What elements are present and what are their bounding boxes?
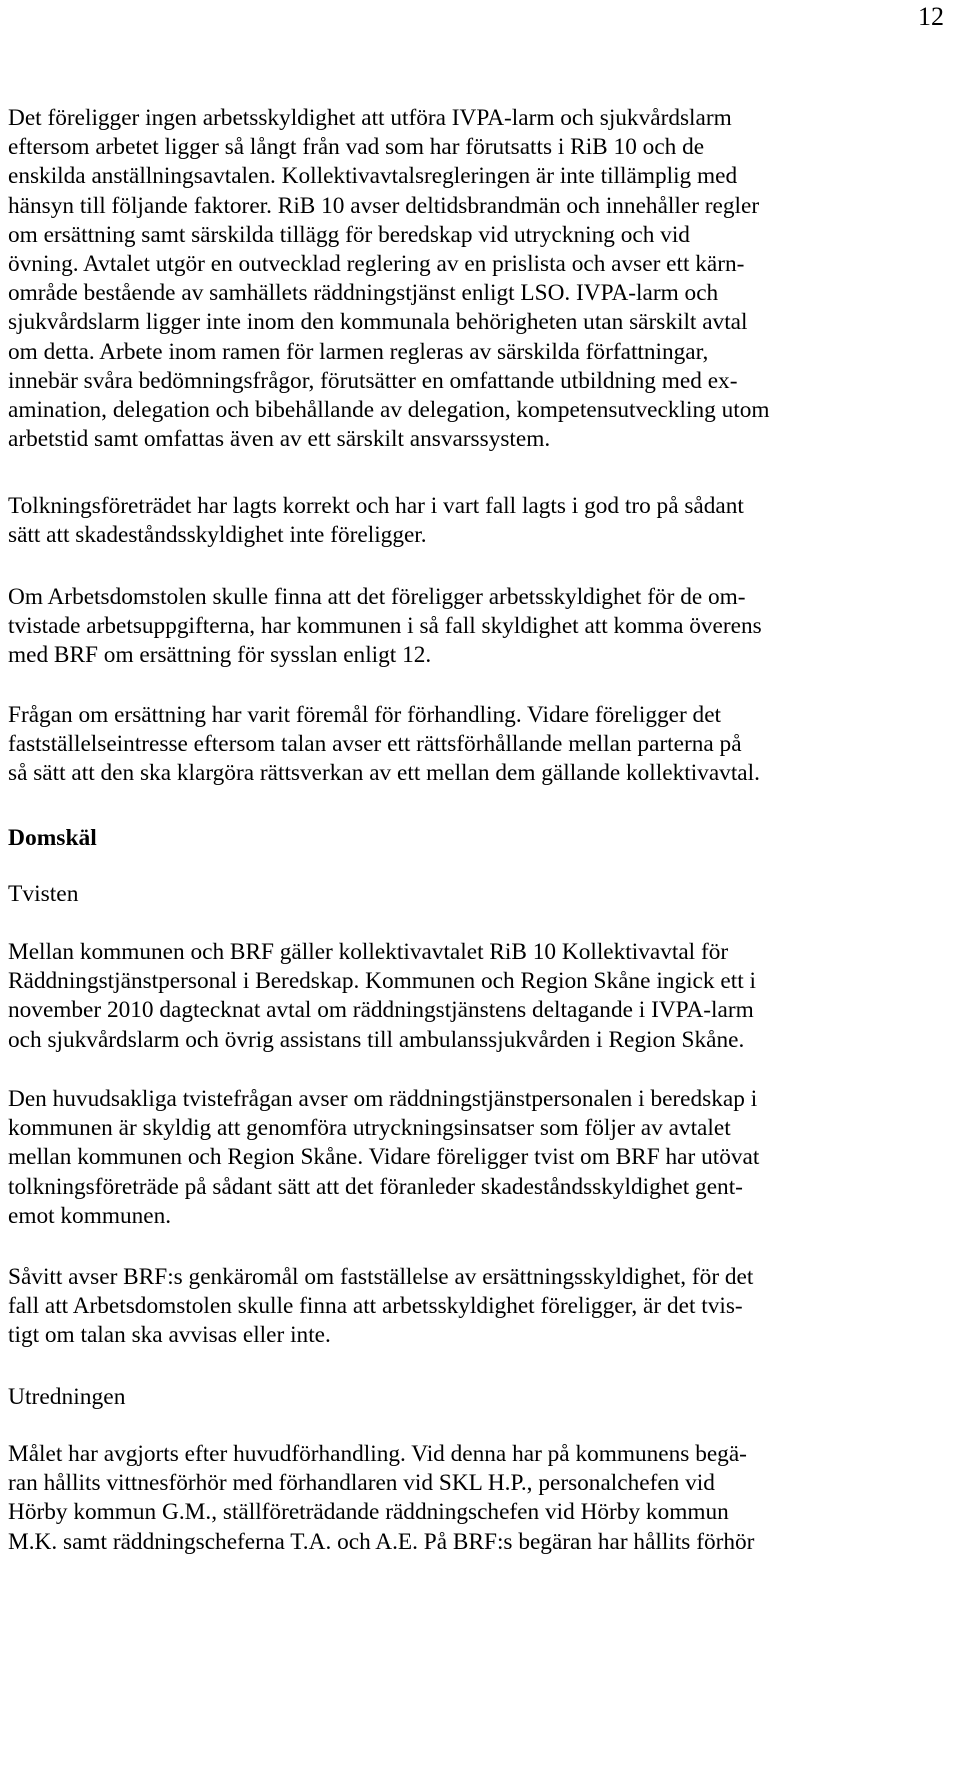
text-line: Det föreligger ingen arbetsskyldighet att utföra IVPA-larm och sjukvårdslarm bbox=[8, 105, 732, 131]
text-line: ran hållits vittnesförhör med förhandlaren vid SKL H.P., personalchefen vid bbox=[8, 1470, 715, 1497]
text-line: M.K. samt räddningscheferna T.A. och A.E. På BRF:s begäran har hållits förhör bbox=[8, 1528, 755, 1555]
text-line: fall att Arbetsdomstolen skulle finna att arbetsskyldighet föreligger, är det tvis- bbox=[8, 1293, 743, 1320]
text-line: Den huvudsakliga tvistefrågan avser om räddningstjänstpersonalen i beredskap i bbox=[8, 1086, 758, 1112]
paragraph-forhandling bbox=[8, 701, 943, 789]
text-line: Om Arbetsdomstolen skulle finna att det föreligger arbetsskyldighet för de om- bbox=[8, 584, 746, 610]
text-line: så sätt att den ska klargöra rättsverkan av ett mellan dem gällande kollektivavtal. bbox=[8, 760, 760, 787]
text-line: Räddningstjänstpersonal i Beredskap. Kommunen och Region Skåne ingick ett i bbox=[8, 968, 756, 995]
text-line: Hörby kommun G.M., ställföreträdande räddningschefen vid Hörby kommun bbox=[8, 1499, 729, 1526]
page-number: 12 bbox=[918, 2, 944, 31]
text-line: Tolkningsföreträdet har lagts korrekt och har i vart fall lagts i god tro på sådant bbox=[8, 493, 744, 519]
heading-domskal: Domskäl bbox=[8, 825, 97, 851]
text-line: Mellan kommunen och BRF gäller kollektivavtalet RiB 10 Kollektivavtal för bbox=[8, 939, 729, 965]
text-line: Frågan om ersättning har varit föremål för förhandling. Vidare föreligger det bbox=[8, 702, 722, 728]
paragraph-tolkningsforetrade bbox=[8, 492, 943, 550]
text-line: eftersom arbetet ligger så långt från vad som har förutsatts i RiB 10 och de bbox=[8, 134, 705, 161]
text-line: fastställelseintresse eftersom talan avser ett rättsförhållande mellan parterna på bbox=[8, 731, 742, 758]
text-line: Såvitt avser BRF:s genkäromål om fastställelse av ersättningsskyldighet, för det bbox=[8, 1264, 754, 1290]
text-line: tigt om talan ska avvisas eller inte. bbox=[8, 1322, 331, 1349]
paragraph-genkaromal bbox=[8, 1263, 943, 1351]
text-line: enskilda anställningsavtalen. Kollektivavtalsregleringen är inte tillämplig med bbox=[8, 163, 738, 190]
text-line: arbetstid samt omfattas även av ett särskilt ansvarssystem. bbox=[8, 426, 551, 453]
paragraph-arbetsskyldighet bbox=[8, 583, 943, 671]
text-line: om ersättning samt särskilda tillägg för beredskap vid utryckning och vid bbox=[8, 221, 690, 248]
text-line: amination, delegation och bibehållande av delegation, kompetensutveckling utom bbox=[8, 397, 770, 424]
text-line: emot kommunen. bbox=[8, 1202, 172, 1229]
text-line: sätt att skadeståndsskyldighet inte föreligger. bbox=[8, 522, 427, 549]
text-line: Målet har avgjorts efter huvudförhandling. Vid denna har på kommunens begä- bbox=[8, 1441, 747, 1467]
text-line: innebär svåra bedömningsfrågor, förutsätter en omfattande utbildning med ex- bbox=[8, 367, 738, 394]
heading-utredningen: Utredningen bbox=[8, 1384, 126, 1410]
text-line: sjukvårdslarm ligger inte inom den kommunala behörigheten utan särskilt avtal bbox=[8, 309, 748, 336]
text-line: övning. Avtalet utgör en outvecklad reglering av en prislista och avser ett kärn- bbox=[8, 251, 745, 278]
text-line: tolkningsföreträde på sådant sätt att det föranleder skadeståndsskyldighet gent- bbox=[8, 1173, 743, 1200]
text-line: område bestående av samhällets räddningstjänst enligt LSO. IVPA-larm och bbox=[8, 280, 719, 307]
heading-tvisten: Tvisten bbox=[8, 881, 79, 907]
text-line: tvistade arbetsuppgifterna, har kommunen i så fall skyldighet att komma överens bbox=[8, 613, 762, 640]
paragraph-argument bbox=[8, 104, 943, 454]
text-line: mellan kommunen och Region Skåne. Vidare föreligger tvist om BRF har utövat bbox=[8, 1144, 760, 1171]
text-line: november 2010 dagtecknat avtal om räddningstjänstens deltagande i IVPA-larm bbox=[8, 997, 754, 1024]
text-line: kommunen är skyldig att genomföra utryckningsinsatser som följer av avtalet bbox=[8, 1115, 731, 1142]
paragraph-tvistefragan bbox=[8, 1085, 943, 1231]
text-line: med BRF om ersättning för sysslan enligt 12. bbox=[8, 642, 432, 669]
text-line: hänsyn till följande faktorer. RiB 10 avser deltidsbrandmän och innehåller regler bbox=[8, 192, 760, 219]
text-line: om detta. Arbete inom ramen för larmen regleras av särskilda författningar, bbox=[8, 338, 709, 365]
text-line: och sjukvårdslarm och övrig assistans till ambulanssjukvården i Region Skåne. bbox=[8, 1026, 745, 1053]
paragraph-huvudforhandling bbox=[8, 1440, 943, 1557]
paragraph-kollektivavtal bbox=[8, 938, 943, 1055]
